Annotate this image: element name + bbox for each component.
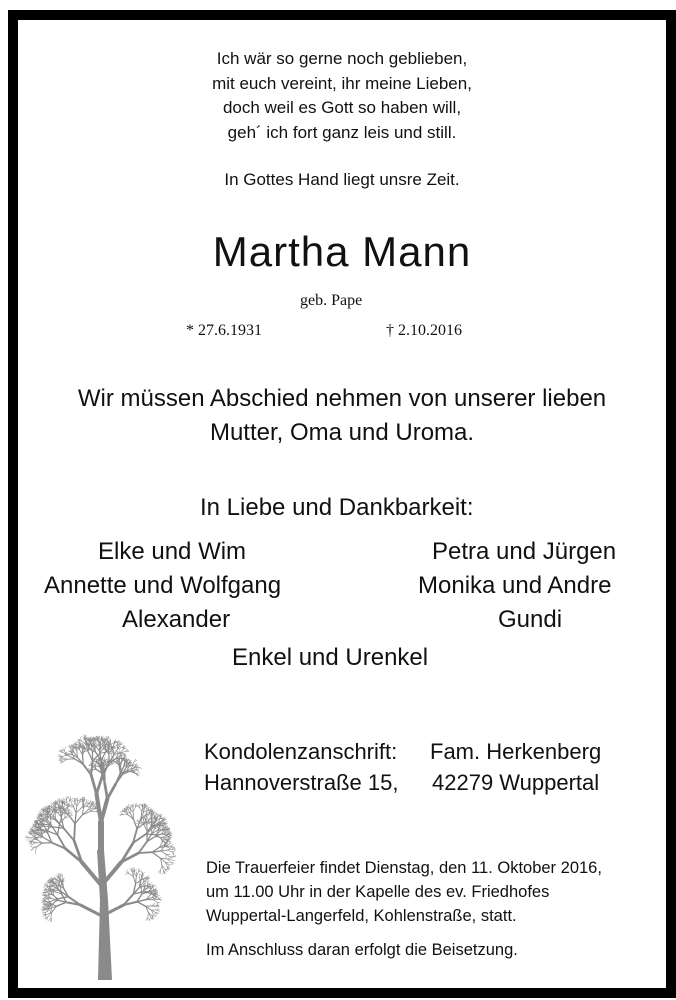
poem-line: geh´ ich fort ganz leis und still. [227, 122, 457, 142]
service-line: Wuppertal-Langerfeld, Kohlenstraße, statt. [206, 907, 517, 925]
farewell-line: Wir müssen Abschied nehmen von unserer lieben [77, 385, 607, 412]
condolence-street: Hannoverstraße 15, [204, 770, 399, 795]
birth-date: * 27.6.1931 [186, 322, 262, 339]
mourner-name: Enkel und Urenkel [232, 644, 429, 671]
farewell-line: Mutter, Oma und Uroma. [209, 419, 475, 446]
condolence-city: 42279 Wuppertal [432, 770, 600, 795]
mourner-name: Alexander [122, 606, 231, 633]
mourner-name: Petra und Jürgen [432, 538, 617, 565]
obituary-notice [8, 10, 676, 998]
deceased-name: Martha Mann [212, 228, 472, 275]
service-line: Die Trauerfeier findet Dienstag, den 11. Oktober 2016, [206, 859, 602, 877]
burial-info: Im Anschluss daran erfolgt die Beisetzung. [206, 941, 518, 959]
service-info [206, 856, 602, 928]
mourner-name: Annette und Wolfgang [44, 572, 282, 599]
service-line: um 11.00 Uhr in der Kapelle des ev. Friedhofes [206, 883, 550, 901]
condolence-label: Kondolenzanschrift: [204, 739, 398, 764]
mourner-name: Gundi [498, 606, 563, 633]
farewell-text [18, 382, 666, 450]
maiden-name: geb. Pape [300, 292, 363, 309]
poem-line: Ich wär so gerne noch geblieben, [216, 49, 468, 68]
condolence-family: Fam. Herkenberg [430, 739, 602, 764]
poem [18, 47, 666, 145]
gratitude-heading: In Liebe und Dankbarkeit: [200, 494, 474, 521]
mourner-name: Monika und Andre [418, 572, 612, 599]
mourner-name: Elke und Wim [98, 538, 247, 565]
poem-line: doch weil es Gott so haben will, [222, 98, 462, 117]
tree-illustration [20, 700, 188, 980]
poem-quote: In Gottes Hand liegt unsre Zeit. [224, 170, 460, 189]
poem-line: mit euch vereint, ihr meine Lieben, [212, 73, 472, 93]
death-date: † 2.10.2016 [386, 322, 462, 339]
